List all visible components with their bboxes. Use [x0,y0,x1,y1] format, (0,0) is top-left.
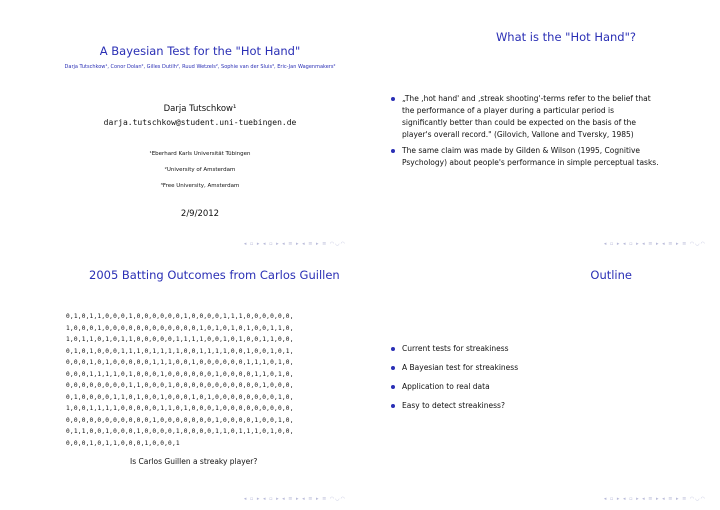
outline-item: Current tests for streakiness [390,343,660,355]
frame-title: What is the "Hot Hand"? [495,30,636,44]
beamer-nav-controls[interactable]: ◂ ▫ ▸ ◂ ▫ ▸ ◂ ≡ ▸ ◂ ≡ ▸ ≡ ◠◡◠ [603,241,706,247]
bullet-item: The same claim was made by Gilden & Wilson (1995, Cognitive Psychology) about people's performance in simple perceptual tasks. [390,145,660,169]
frame-title: Outline [590,268,632,282]
outline-item: A Bayesian test for streakiness [390,362,660,374]
sequence-line: 0,0,0,1,0,1,0,0,0,0,0,1,1,1,0,0,1,0,0,0,0,0,0,1,1,1,0,1,0, [66,359,294,366]
slide-hot-hand [360,0,720,255]
sequence-line: 0,0,0,0,0,0,0,0,1,1,0,0,0,1,0,0,0,0,0,0,0,0,0,0,0,1,0,0,0, [66,382,294,389]
sequence-line: 0,1,1,0,0,1,0,0,0,1,0,0,0,0,1,0,0,0,0,1,1,0,1,1,1,0,1,0,0, [66,428,294,435]
outline-item: Application to real data [390,381,660,393]
slide-title [0,0,360,255]
sequence-line: 1,0,0,1,1,1,1,0,0,0,0,0,1,1,0,1,0,0,0,1,0,0,0,0,0,0,0,0,0, [66,405,294,412]
presentation-title: A Bayesian Test for the "Hot Hand" [99,44,301,58]
sequence-line: 0,0,0,1,0,1,1,0,0,0,1,0,0,0,1 [66,439,180,447]
presentation-date: 2/9/2012 [180,209,220,219]
sequence-line: 0,0,0,1,1,1,1,0,1,0,0,0,1,0,0,0,0,0,0,1,0,0,0,0,1,1,0,1,0, [66,370,294,378]
bullet-item: „The ‚hot hand' and ‚streak shooting'-terms refer to the belief that the performance of a player during a particular period is significantly better than could be expected on the basis of the player's overall record." (Gilovich, Vallone and Tversky, 1985) [390,93,660,141]
sequence-line: 1,0,1,1,0,1,0,1,1,0,0,0,0,0,1,1,1,1,0,0,1,0,1,0,0,1,1,0,0, [66,336,294,343]
bullet-list [390,93,660,169]
frame-title: 2005 Batting Outcomes from Carlos Guillen [89,268,340,282]
sequence-line: 1,0,0,0,1,0,0,0,0,0,0,0,0,0,0,0,0,1,0,1,0,1,0,1,0,0,1,1,0, [66,324,294,332]
batting-sequence [66,311,356,449]
slide-batting [0,255,360,510]
sequence-line: 0,1,0,1,0,0,0,1,1,1,0,1,1,1,1,0,0,1,1,1,1,0,0,1,0,0,1,0,1, [66,347,294,355]
outline-item: Easy to detect streakiness? [390,400,660,412]
sequence-line: 0,1,0,1,1,0,0,0,1,0,0,0,0,0,0,1,0,0,0,0,1,1,1,0,0,0,0,0,0, [66,313,294,320]
beamer-nav-controls[interactable]: ◂ ▫ ▸ ◂ ▫ ▸ ◂ ≡ ▸ ◂ ≡ ▸ ≡ ◠◡◠ [603,496,706,502]
beamer-nav-controls[interactable]: ◂ ▫ ▸ ◂ ▫ ▸ ◂ ≡ ▸ ◂ ≡ ▸ ≡ ◠◡◠ [243,241,346,247]
author-list: Darja Tutschkow¹, Conor Dolan², Gilles Dutilh², Ruud Wetzels², Sophie van der Sluis³, Eric-Jan Wagenmakers² [64,64,336,70]
beamer-nav-controls[interactable]: ◂ ▫ ▸ ◂ ▫ ▸ ◂ ≡ ▸ ◂ ≡ ▸ ≡ ◠◡◠ [243,496,346,502]
sequence-line: 0,0,0,0,0,0,0,0,0,0,0,1,0,0,0,0,0,0,0,1,0,0,0,0,1,0,0,1,0, [66,416,294,424]
slide-outline [360,255,720,510]
affiliation-2: ²University of Amsterdam [164,167,236,173]
affiliation-1: ¹Eberhard Karls Universität Tübingen [149,151,251,157]
question-text: Is Carlos Guillen a streaky player? [130,457,258,466]
outline-list [390,343,660,412]
presenter-email: darja.tutschkow@student.uni-tuebingen.de [103,118,297,127]
presenter-name: Darja Tutschkow¹ [163,104,237,114]
sequence-line: 0,1,0,0,0,0,1,1,0,1,0,0,1,0,0,0,1,0,1,0,0,0,0,0,0,0,0,1,0, [66,393,294,401]
affiliation-3: ³Free University, Amsterdam [160,183,240,189]
